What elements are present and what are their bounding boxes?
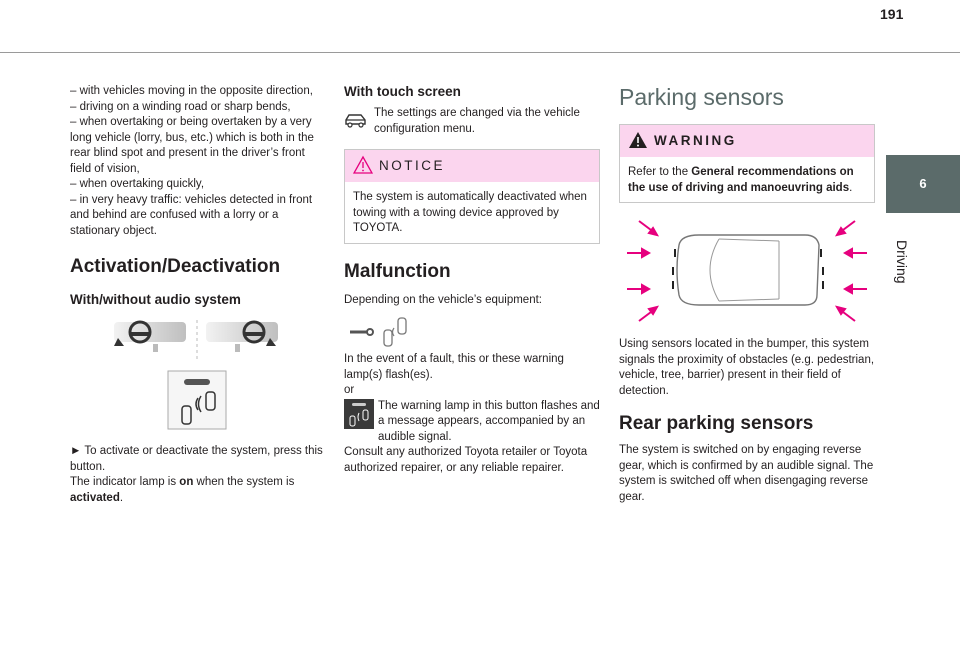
bullet-item: – with vehicles moving in the opposite direction, bbox=[70, 85, 313, 97]
bullet-item: – in very heavy traffic: vehicles detected in front and behind are confused with a lorry or a stationary object. bbox=[70, 193, 313, 237]
warning-body bbox=[620, 157, 874, 202]
notice-box bbox=[344, 149, 600, 244]
sensors-text: Using sensors located in the bumper, this system signals the proximity of obstacles (e.g. pedestrian, vehicle, tree, barrier) present in their field of detection. bbox=[619, 338, 875, 397]
warning-box bbox=[619, 124, 875, 203]
parking-sensors-heading: Parking sensors bbox=[619, 84, 784, 110]
indicator-activated: activated bbox=[70, 491, 120, 504]
indicator-mid: when the system is bbox=[193, 476, 295, 488]
fault-text: In the event of a fault, this or these warning lamp(s) flash(es). bbox=[344, 353, 564, 381]
warning-triangle-icon bbox=[628, 130, 648, 150]
touch-screen-row bbox=[344, 106, 600, 137]
touch-screen-text: The settings are changed via the vehicle configuration menu. bbox=[374, 107, 580, 135]
notice-body bbox=[345, 182, 599, 243]
page-number: 191 bbox=[880, 6, 904, 22]
indicator-on: on bbox=[179, 476, 194, 488]
warning-text bbox=[628, 165, 866, 196]
indicator-pre: The indicator lamp is bbox=[70, 476, 180, 488]
fault-lamps-illustration bbox=[344, 314, 600, 348]
button-warning-text: The warning lamp in this button flashes and a message appears, accompanied by an audible signal. bbox=[378, 399, 600, 443]
rear-parking-heading: Rear parking sensors bbox=[619, 413, 814, 434]
notice-header bbox=[345, 150, 599, 182]
warning-triangle-icon bbox=[353, 155, 373, 175]
column-3 bbox=[619, 84, 875, 505]
warning-label: WARNING bbox=[654, 133, 737, 148]
blind-spot-button-icon[interactable] bbox=[70, 370, 326, 430]
blind-spot-dark-button-icon bbox=[344, 399, 374, 429]
warning-bold: General recommendations on the use of driving and manoeuvring aids bbox=[628, 166, 854, 194]
wrench-icon bbox=[344, 314, 414, 348]
steering-wheel-icon bbox=[70, 320, 326, 362]
rear-parking-text: The system is switched on by engaging reverse gear, which is confirmed by an audible signal. The system is switched off when disengaging reverse gear. bbox=[619, 444, 874, 503]
bullet-item: – when overtaking quickly, bbox=[70, 178, 205, 190]
notice-label: NOTICE bbox=[379, 158, 446, 173]
steering-wheel-illustration bbox=[70, 320, 326, 362]
equipment-text: Depending on the vehicle’s equipment: bbox=[344, 293, 542, 306]
activation-heading: Activation/Deactivation bbox=[70, 256, 281, 277]
warning-pre: Refer to the bbox=[628, 166, 692, 178]
blind-spot-button-illustration bbox=[70, 370, 326, 430]
chapter-label bbox=[886, 240, 916, 284]
notice-text: The system is automatically deactivated when towing with a towing device approved by TOYOTA. bbox=[353, 191, 587, 234]
column-2 bbox=[344, 84, 600, 476]
audio-subheading: With/without audio system bbox=[70, 292, 241, 307]
car-menu-icon bbox=[344, 112, 368, 128]
indicator-text bbox=[70, 475, 326, 506]
activation-instruction: ► To activate or deactivate the system, press this button. bbox=[70, 445, 323, 473]
parking-sensor-arrow-icon bbox=[619, 213, 875, 327]
consult-text: Consult any authorized Toyota retailer or Toyota authorized repairer, or any reliable repairer. bbox=[344, 446, 588, 474]
bullet-item: – when overtaking or being overtaken by a very long vehicle (lorry, bus, etc.) which is both in the rear blind spot and present in the driver’s front field of vision, bbox=[70, 116, 314, 175]
touch-screen-heading: With touch screen bbox=[344, 84, 461, 99]
or-text: or bbox=[344, 384, 355, 396]
parking-sensor-diagram bbox=[619, 213, 875, 327]
malfunction-heading: Malfunction bbox=[344, 260, 451, 282]
chapter-title: Driving bbox=[894, 240, 910, 284]
indicator-end: . bbox=[119, 491, 124, 504]
button-warning-row bbox=[344, 399, 600, 446]
column-1 bbox=[70, 84, 326, 506]
warning-end: . bbox=[849, 181, 853, 194]
warning-header bbox=[620, 125, 874, 157]
top-rule bbox=[0, 52, 960, 53]
chapter-tab[interactable]: 6 bbox=[886, 155, 960, 213]
bullet-item: – driving on a winding road or sharp bends, bbox=[70, 100, 291, 113]
